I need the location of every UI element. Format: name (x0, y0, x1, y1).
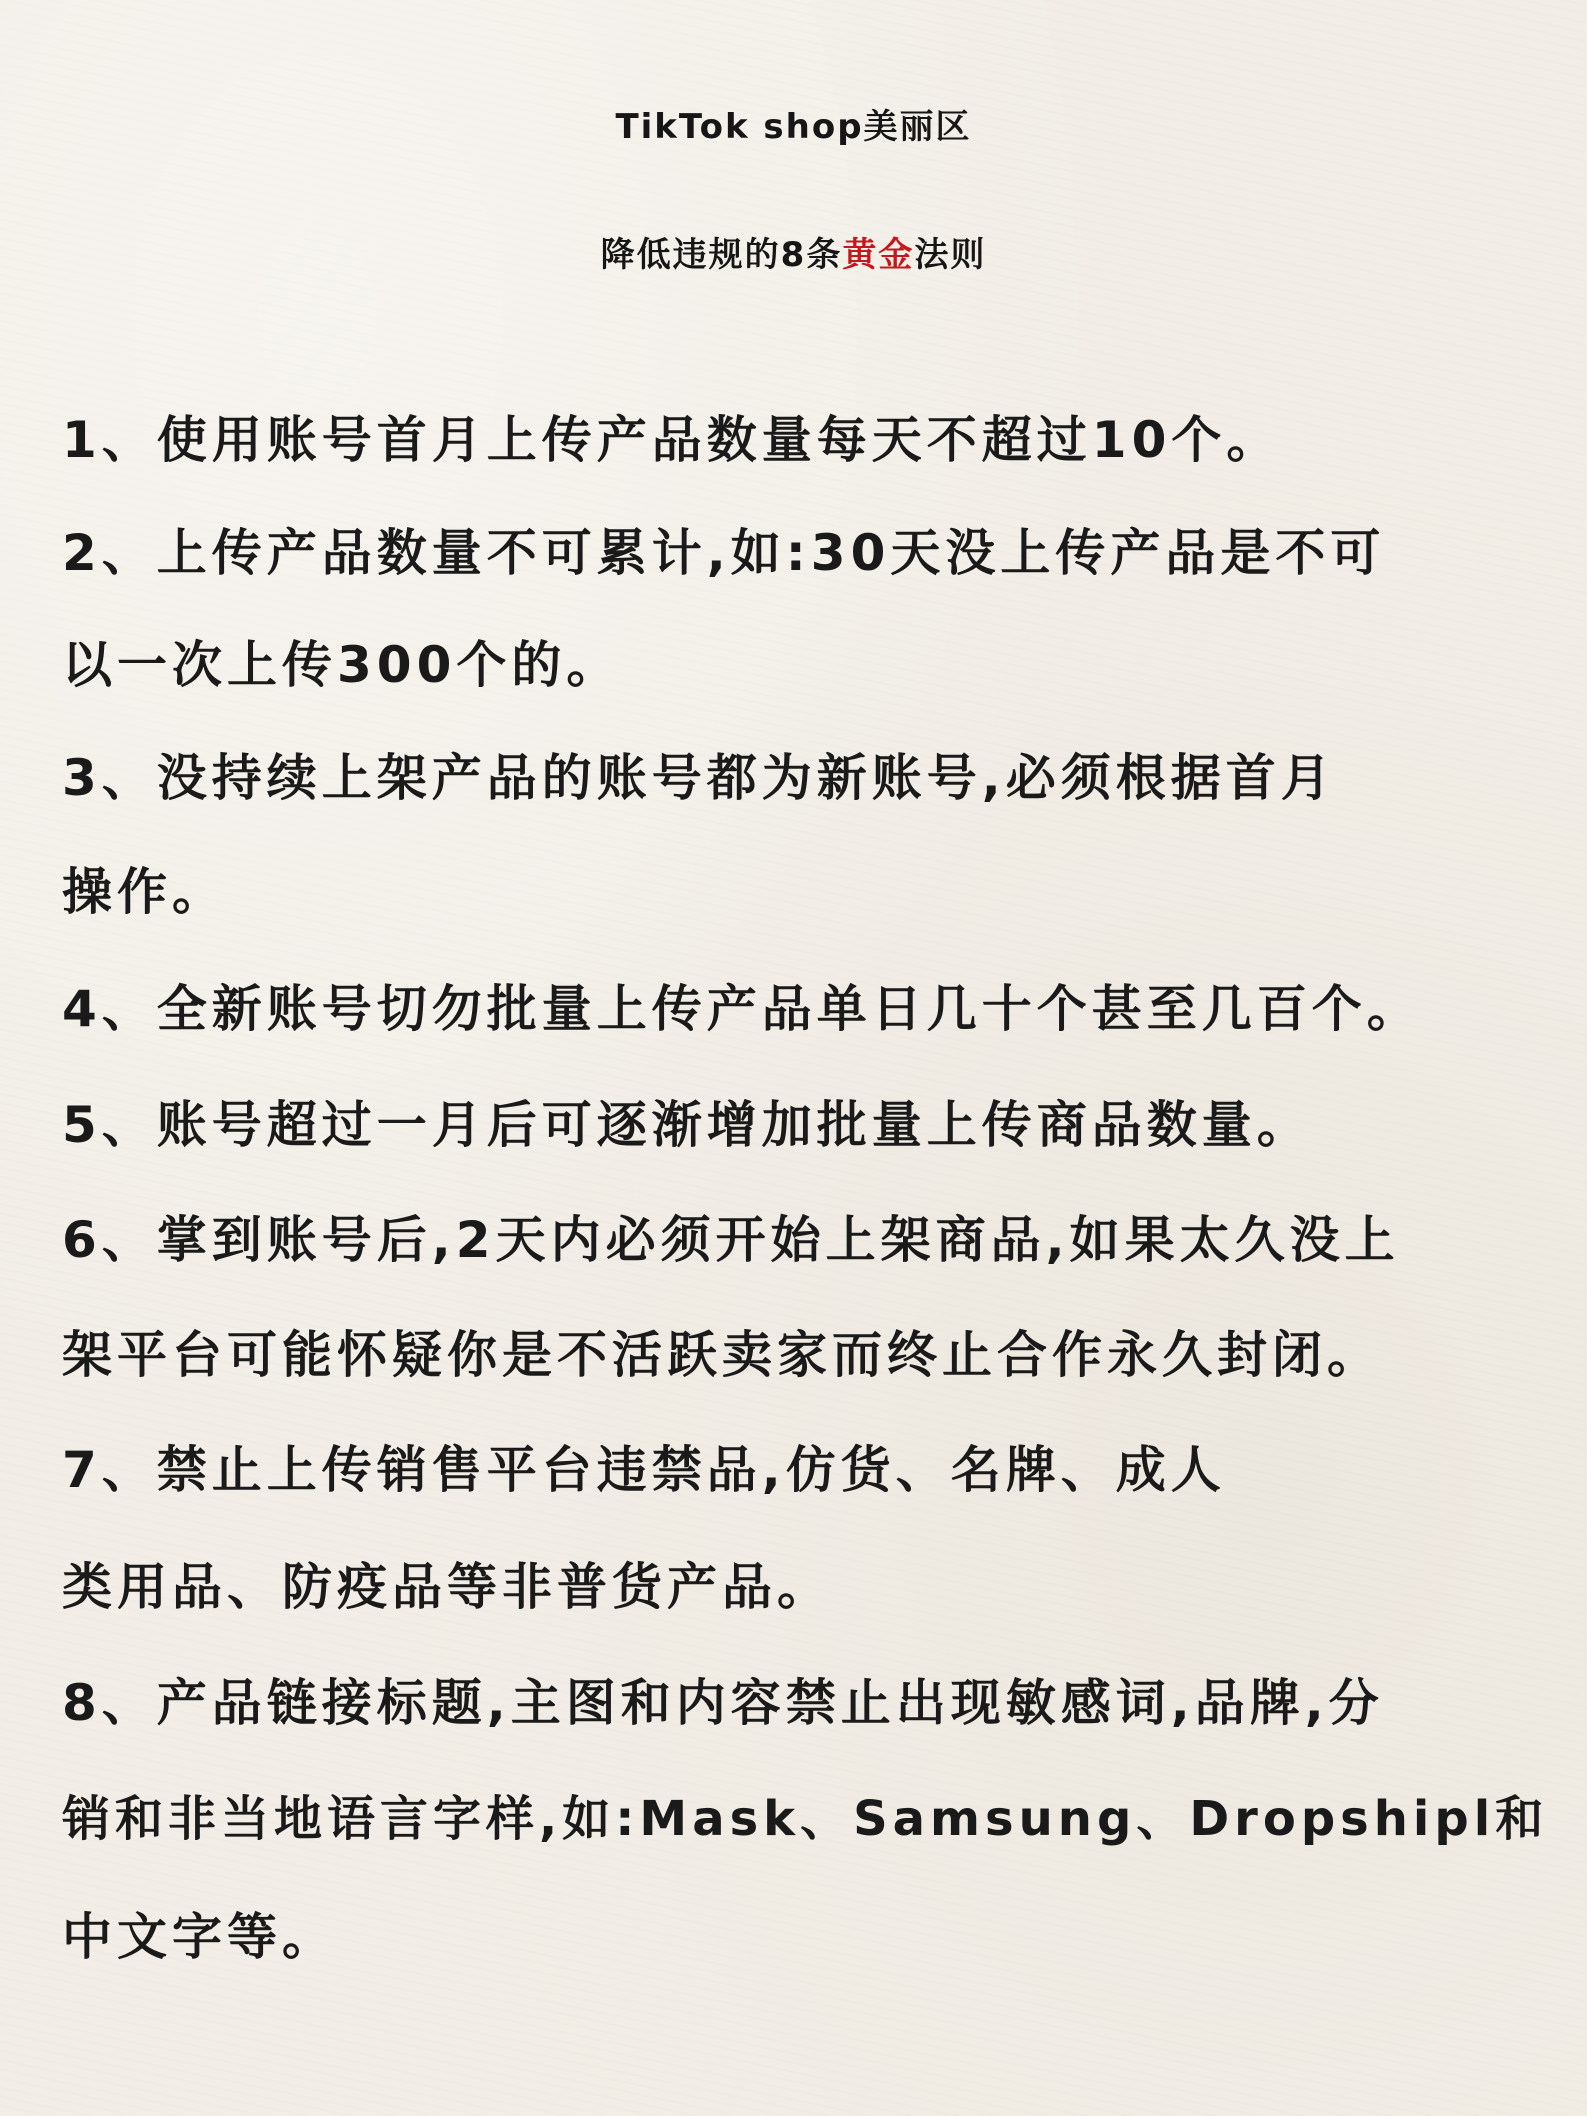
rule-7-line-1: 7、禁止上传销售平台违禁品,仿货、名牌、成人 (62, 1441, 1226, 1499)
rule-8-line-1: 8、产品链接标题,主图和内容禁止出现敏感词,品牌,分 (62, 1674, 1384, 1732)
rule-6-line-1: 6、掌到账号后,2天内必须开始上架商品,如果太久没上 (62, 1211, 1400, 1269)
title-highlight-gold: 黄金 (842, 235, 915, 275)
rule-5-line-1: 5、账号超过一月后可逐渐增加批量上传商品数量。 (62, 1096, 1312, 1154)
rule-6-line-2: 架平台可能怀疑你是不活跃卖家而终止合作永久封闭。 (62, 1326, 1382, 1384)
rule-8-line-2: 销和非当地语言字样,如:Mask、Samsung、Dropshipl和 (62, 1791, 1549, 1847)
rule-2-line-1: 2、上传产品数量不可累计,如:30天没上传产品是不可 (62, 524, 1386, 582)
title-line-2-start: 降低违规的8条 (600, 235, 843, 275)
rule-3-line-1: 3、没持续上架产品的账号都为新账号,必须根据首月 (62, 749, 1336, 807)
rule-4-line-1: 4、全新账号切勿批量上传产品单日几十个甚至几百个。 (62, 980, 1422, 1038)
title-line-2 (0, 200, 1587, 310)
rule-2-line-2: 以一次上传300个的。 (62, 636, 622, 694)
rule-8-line-3: 中文字等。 (62, 1908, 337, 1966)
title-line-2-end: 法则 (914, 235, 987, 275)
rule-7-line-2: 类用品、防疫品等非普货产品。 (62, 1558, 832, 1616)
title-line-1: TikTok shop美丽区 (615, 107, 972, 147)
rule-1-line-1: 1、使用账号首月上传产品数量每天不超过10个。 (62, 411, 1282, 469)
rule-3-line-2: 操作。 (62, 863, 227, 921)
